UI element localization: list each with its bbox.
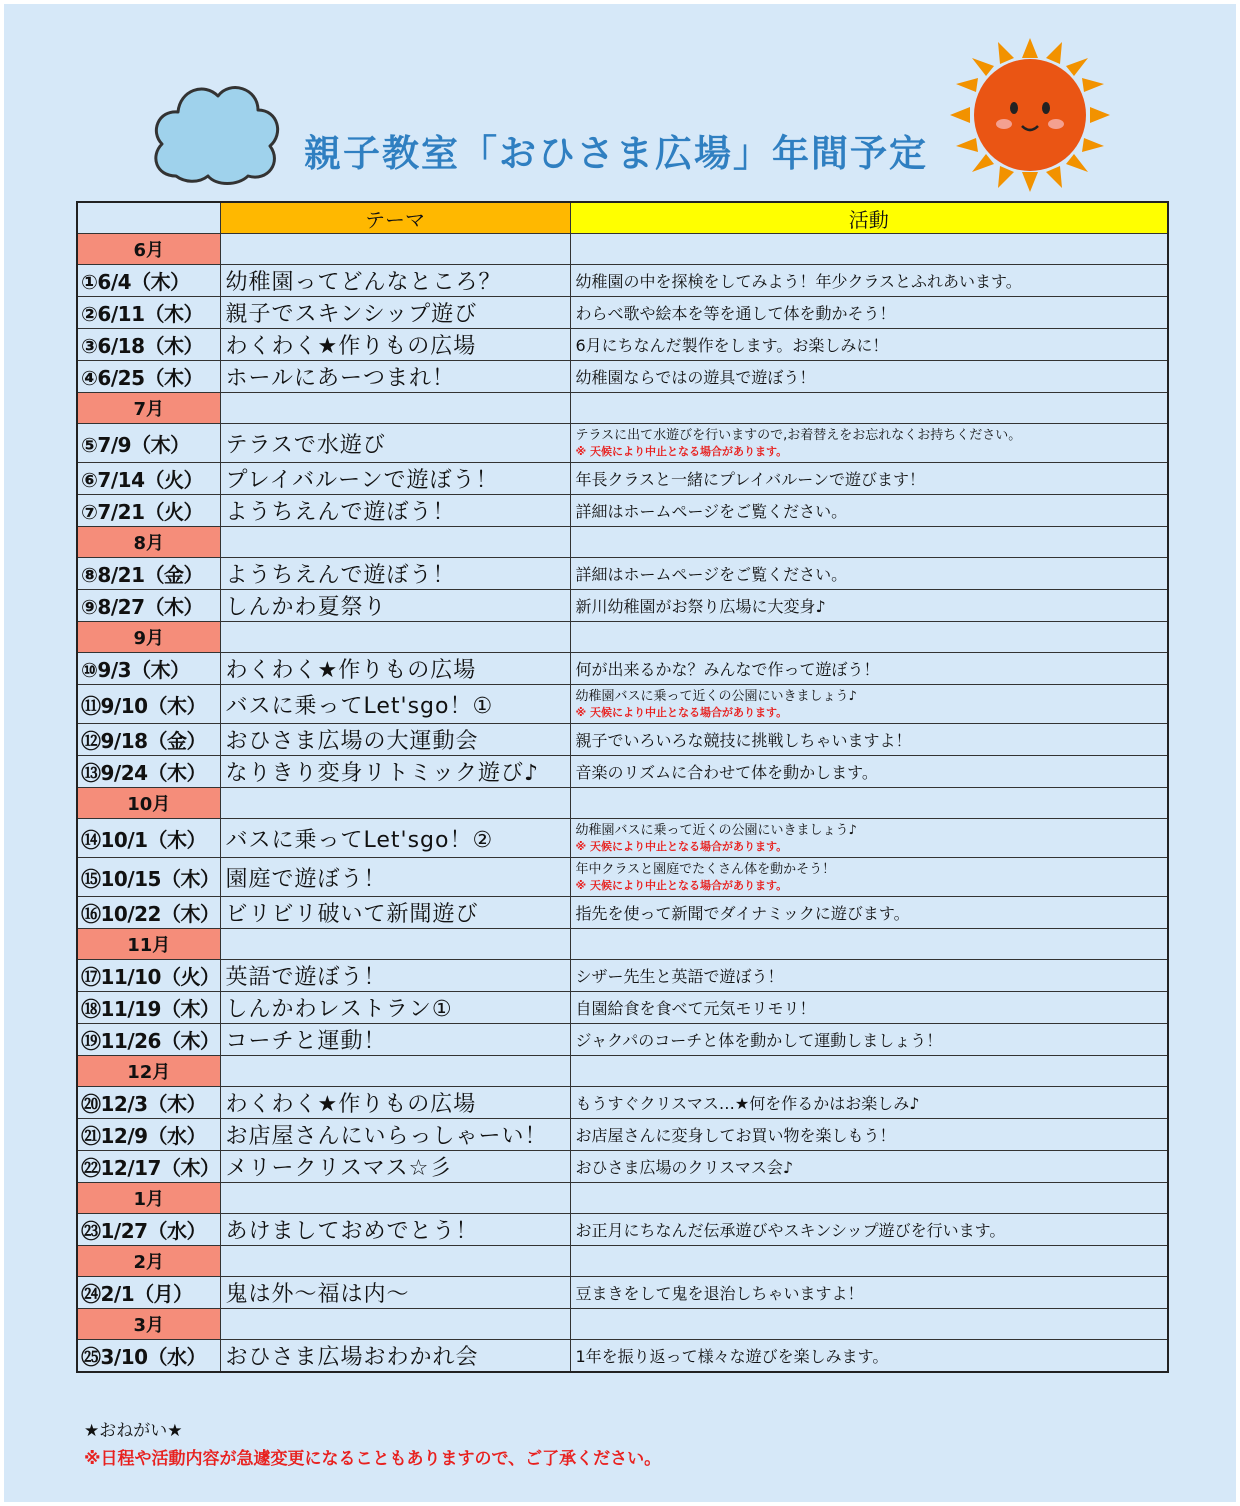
schedule-body: [77, 202, 1168, 1372]
table-row: [77, 724, 1168, 756]
month-row: [77, 234, 1168, 265]
session-theme: 鬼は外～福は内～: [220, 1277, 570, 1309]
session-theme: おひさま広場おわかれ会: [220, 1340, 570, 1373]
session-date: ⑫9/18（金）: [77, 724, 220, 756]
table-row: [77, 1214, 1168, 1246]
empty-cell: [570, 1183, 1168, 1214]
session-activity-cell: [570, 424, 1168, 463]
month-row: [77, 527, 1168, 558]
table-row: [77, 361, 1168, 393]
session-activity: 豆まきをして鬼を退治しちゃいますよ！: [570, 1277, 1168, 1309]
session-activity: 幼稚園バスに乗って近くの公園にいきましょう♪: [575, 689, 857, 704]
session-date: ⑤7/9（木）: [77, 424, 220, 463]
empty-cell: [220, 622, 570, 653]
table-header-row: [77, 202, 1168, 234]
table-row: [77, 1087, 1168, 1119]
table-row: [77, 858, 1168, 897]
notice-text: ※日程や活動内容が急遽変更になることもありますので、ご了承ください。: [84, 1449, 662, 1469]
session-activity: おひさま広場のクリスマス会♪: [570, 1151, 1168, 1183]
session-date: ⑱11/19（木）: [77, 992, 220, 1024]
empty-cell: [220, 929, 570, 960]
session-activity: 幼稚園の中を探検をしてみよう！年少クラスとふれあいます。: [570, 265, 1168, 297]
weather-warning: ※ 天候により中止となる場合があります。: [575, 445, 788, 458]
weather-warning: ※ 天候により中止となる場合があります。: [575, 840, 788, 853]
session-date: ⑨8/27（木）: [77, 590, 220, 622]
session-activity: ジャクパのコーチと体を動かして運動しましょう！: [570, 1024, 1168, 1056]
session-theme: わくわく★作りもの広場: [220, 1087, 570, 1119]
table-row: [77, 897, 1168, 929]
table-row: [77, 297, 1168, 329]
table-row: [77, 590, 1168, 622]
session-activity: もうすぐクリスマス…★何を作るかはお楽しみ♪: [570, 1087, 1168, 1119]
page: [4, 4, 1236, 1502]
empty-cell: [220, 393, 570, 424]
empty-cell: [570, 929, 1168, 960]
weather-warning: ※ 天候により中止となる場合があります。: [575, 706, 788, 719]
session-activity: お正月にちなんだ伝承遊びやスキンシップ遊びを行います。: [570, 1214, 1168, 1246]
month-label: 8月: [77, 527, 220, 558]
session-date: ㉒12/17（木）: [77, 1151, 220, 1183]
session-theme: おひさま広場の大運動会: [220, 724, 570, 756]
session-activity-cell: [570, 819, 1168, 858]
session-activity: 1年を振り返って様々な遊びを楽しみます。: [570, 1340, 1168, 1373]
header-activity: 活動: [570, 202, 1168, 234]
session-theme: あけましておめでとう！: [220, 1214, 570, 1246]
empty-cell: [220, 1056, 570, 1087]
month-row: [77, 788, 1168, 819]
session-activity: 音楽のリズムに合わせて体を動かします。: [570, 756, 1168, 788]
session-date: ⑰11/10（火）: [77, 960, 220, 992]
page-title: 親子教室「おひさま広場」年間予定: [304, 132, 928, 175]
session-theme: 幼稚園ってどんなところ？: [220, 265, 570, 297]
sun-icon: [942, 36, 1118, 194]
session-theme: なりきり変身リトミック遊び♪: [220, 756, 570, 788]
month-label: 7月: [77, 393, 220, 424]
cloud-icon: [146, 76, 286, 186]
month-label: 1月: [77, 1183, 220, 1214]
session-activity: 年長クラスと一緒にプレイバルーンで遊びます！: [570, 463, 1168, 495]
table-row: [77, 329, 1168, 361]
session-activity: 年中クラスと園庭でたくさん体を動かそう！: [575, 862, 836, 877]
month-row: [77, 1056, 1168, 1087]
session-theme: バスに乗ってLet'sgo！②: [220, 819, 570, 858]
empty-cell: [570, 1246, 1168, 1277]
session-date: ㉓1/27（水）: [77, 1214, 220, 1246]
session-theme: コーチと運動！: [220, 1024, 570, 1056]
weather-warning: ※ 天候により中止となる場合があります。: [575, 879, 788, 892]
session-activity: 詳細はホームページをご覧ください。: [570, 558, 1168, 590]
session-activity: 自園給食を食べて元気モリモリ！: [570, 992, 1168, 1024]
empty-cell: [570, 1309, 1168, 1340]
empty-cell: [570, 234, 1168, 265]
table-row: [77, 756, 1168, 788]
session-theme: 親子でスキンシップ遊び: [220, 297, 570, 329]
session-date: ①6/4（木）: [77, 265, 220, 297]
table-row: [77, 1024, 1168, 1056]
session-date: ㉕3/10（水）: [77, 1340, 220, 1373]
session-date: ⑦7/21（火）: [77, 495, 220, 527]
session-activity-cell: [570, 685, 1168, 724]
month-row: [77, 1183, 1168, 1214]
session-activity: 親子でいろいろな競技に挑戦しちゃいますよ！: [570, 724, 1168, 756]
session-theme: ようちえんで遊ぼう！: [220, 558, 570, 590]
header-theme: テーマ: [220, 202, 570, 234]
session-date: ㉑12/9（水）: [77, 1119, 220, 1151]
empty-cell: [220, 1309, 570, 1340]
empty-cell: [220, 788, 570, 819]
table-row: [77, 265, 1168, 297]
empty-cell: [570, 622, 1168, 653]
session-activity: 新川幼稚園がお祭り広場に大変身♪: [570, 590, 1168, 622]
session-theme: メリークリスマス☆彡: [220, 1151, 570, 1183]
month-label: 11月: [77, 929, 220, 960]
table-row: [77, 1119, 1168, 1151]
session-date: ⑩9/3（木）: [77, 653, 220, 685]
session-activity: シザー先生と英語で遊ぼう！: [570, 960, 1168, 992]
table-row: [77, 1340, 1168, 1373]
session-theme: ホールにあーつまれ！: [220, 361, 570, 393]
session-theme: 英語で遊ぼう！: [220, 960, 570, 992]
month-row: [77, 929, 1168, 960]
table-row: [77, 495, 1168, 527]
session-activity: お店屋さんに変身してお買い物を楽しもう！: [570, 1119, 1168, 1151]
header-blank-cell: [77, 202, 220, 234]
session-date: ⑭10/1（木）: [77, 819, 220, 858]
table-row: [77, 463, 1168, 495]
table-row: [77, 424, 1168, 463]
session-date: ⑮10/15（木）: [77, 858, 220, 897]
table-row: [77, 653, 1168, 685]
session-activity: 6月にちなんだ製作をします。お楽しみに！: [570, 329, 1168, 361]
session-activity: 指先を使って新聞でダイナミックに遊びます。: [570, 897, 1168, 929]
table-row: [77, 558, 1168, 590]
empty-cell: [570, 527, 1168, 558]
session-theme: わくわく★作りもの広場: [220, 329, 570, 361]
month-label: 2月: [77, 1246, 220, 1277]
session-theme: わくわく★作りもの広場: [220, 653, 570, 685]
table-row: [77, 1151, 1168, 1183]
empty-cell: [570, 393, 1168, 424]
notice-heading: ★おねがい★: [84, 1421, 183, 1441]
session-theme: テラスで水遊び: [220, 424, 570, 463]
empty-cell: [220, 1183, 570, 1214]
session-date: ②6/11（木）: [77, 297, 220, 329]
schedule-table: [76, 201, 1169, 1373]
month-row: [77, 622, 1168, 653]
month-row: [77, 1246, 1168, 1277]
empty-cell: [570, 1056, 1168, 1087]
table-row: [77, 819, 1168, 858]
table-row: [77, 960, 1168, 992]
session-theme: 園庭で遊ぼう！: [220, 858, 570, 897]
empty-cell: [220, 234, 570, 265]
session-date: ⑯10/22（木）: [77, 897, 220, 929]
table-row: [77, 1277, 1168, 1309]
session-theme: しんかわレストラン①: [220, 992, 570, 1024]
session-date: ⑳12/3（木）: [77, 1087, 220, 1119]
session-activity: 幼稚園ならではの遊具で遊ぼう！: [570, 361, 1168, 393]
month-label: 9月: [77, 622, 220, 653]
session-date: ③6/18（木）: [77, 329, 220, 361]
session-theme: お店屋さんにいらっしゃーい！: [220, 1119, 570, 1151]
session-date: ⑥7/14（火）: [77, 463, 220, 495]
session-theme: プレイバルーンで遊ぼう！: [220, 463, 570, 495]
session-date: ⑬9/24（木）: [77, 756, 220, 788]
session-date: ⑪9/10（木）: [77, 685, 220, 724]
session-date: ㉔2/1（月）: [77, 1277, 220, 1309]
session-theme: しんかわ夏祭り: [220, 590, 570, 622]
session-theme: バスに乗ってLet'sgo！①: [220, 685, 570, 724]
session-date: ⑧8/21（金）: [77, 558, 220, 590]
session-theme: ようちえんで遊ぼう！: [220, 495, 570, 527]
session-date: ⑲11/26（木）: [77, 1024, 220, 1056]
table-row: [77, 992, 1168, 1024]
empty-cell: [570, 788, 1168, 819]
session-activity: テラスに出て水遊びを行いますので,お着替えをお忘れなくお持ちください。: [575, 428, 1022, 443]
month-row: [77, 393, 1168, 424]
month-label: 3月: [77, 1309, 220, 1340]
session-theme: ビリビリ破いて新聞遊び: [220, 897, 570, 929]
session-activity: わらべ歌や絵本を等を通して体を動かそう！: [570, 297, 1168, 329]
month-row: [77, 1309, 1168, 1340]
empty-cell: [220, 527, 570, 558]
session-activity: 何が出来るかな？みんなで作って遊ぼう！: [570, 653, 1168, 685]
session-activity-cell: [570, 858, 1168, 897]
month-label: 6月: [77, 234, 220, 265]
month-label: 12月: [77, 1056, 220, 1087]
session-activity: 詳細はホームページをご覧ください。: [570, 495, 1168, 527]
month-label: 10月: [77, 788, 220, 819]
table-row: [77, 685, 1168, 724]
session-date: ④6/25（木）: [77, 361, 220, 393]
empty-cell: [220, 1246, 570, 1277]
session-activity: 幼稚園バスに乗って近くの公園にいきましょう♪: [575, 823, 857, 838]
